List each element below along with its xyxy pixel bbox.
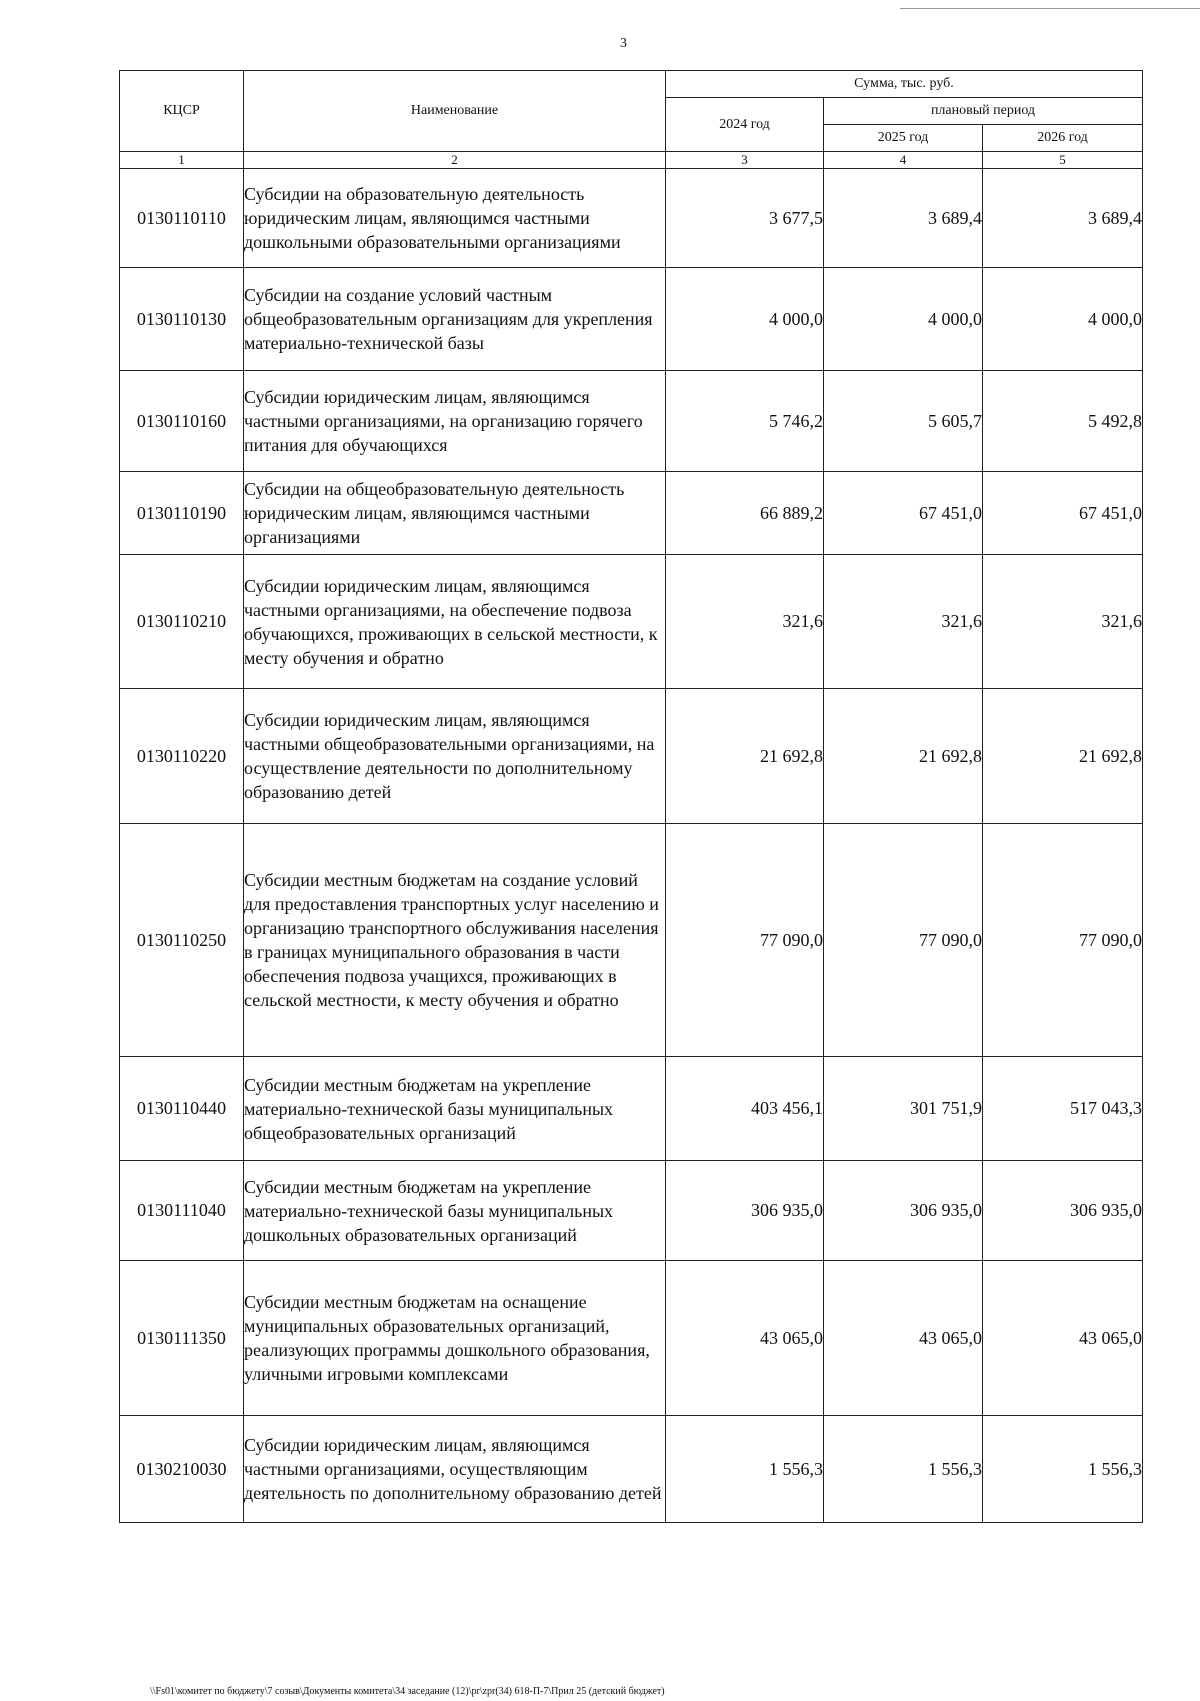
row-value-2026: 77 090,0 <box>983 824 1143 1057</box>
row-value-2024: 3 677,5 <box>666 169 824 268</box>
row-value-2024: 43 065,0 <box>666 1261 824 1416</box>
row-value-2025: 77 090,0 <box>824 824 983 1057</box>
table-row <box>120 268 1143 371</box>
row-value-2024: 403 456,1 <box>666 1057 824 1161</box>
header-year-2024: 2024 год <box>666 98 824 152</box>
row-value-2025: 5 605,7 <box>824 371 983 472</box>
row-name: Субсидии юридическим лицам, являющимся частными общеобразовательными организациями, на осуществление деятельности по дополнительному образованию детей <box>244 689 666 824</box>
row-name: Субсидии юридическим лицам, являющимся частными организациями, на обеспечение подвоза обучающихся, проживающих в сельской местности, к месту обучения и обратно <box>244 555 666 689</box>
row-value-2024: 21 692,8 <box>666 689 824 824</box>
row-value-2024: 4 000,0 <box>666 268 824 371</box>
row-name: Субсидии юридическим лицам, являющимся частными организациями, осуществляющим деятельность по дополнительному образованию детей <box>244 1416 666 1523</box>
page-number: 3 <box>620 36 627 51</box>
table-row <box>120 1057 1143 1161</box>
row-code: 0130110210 <box>120 555 244 689</box>
table-row <box>120 555 1143 689</box>
table-row <box>120 472 1143 555</box>
column-number: 3 <box>666 152 824 169</box>
row-value-2024: 5 746,2 <box>666 371 824 472</box>
budget-table <box>119 70 1143 1523</box>
row-code: 0130111350 <box>120 1261 244 1416</box>
header-year-2026: 2026 год <box>983 125 1143 152</box>
row-value-2026: 3 689,4 <box>983 169 1143 268</box>
header-name: Наименование <box>244 71 666 152</box>
row-value-2024: 77 090,0 <box>666 824 824 1057</box>
column-number: 2 <box>244 152 666 169</box>
row-code: 0130111040 <box>120 1161 244 1261</box>
column-number: 5 <box>983 152 1143 169</box>
row-code: 0130210030 <box>120 1416 244 1523</box>
row-name: Субсидии юридическим лицам, являющимся частными организациями, на организацию горячего питания для обучающихся <box>244 371 666 472</box>
table-row <box>120 1261 1143 1416</box>
row-value-2024: 66 889,2 <box>666 472 824 555</box>
row-name: Субсидии на создание условий частным общеобразовательным организациям для укрепления материально-технической базы <box>244 268 666 371</box>
row-name: Субсидии местным бюджетам на укрепление материально-технической базы муниципальных общеобразовательных организаций <box>244 1057 666 1161</box>
row-value-2026: 1 556,3 <box>983 1416 1143 1523</box>
row-value-2026: 306 935,0 <box>983 1161 1143 1261</box>
row-value-2025: 4 000,0 <box>824 268 983 371</box>
table-row <box>120 169 1143 268</box>
row-name: Субсидии на общеобразовательную деятельность юридическим лицам, являющимся частными организациями <box>244 472 666 555</box>
row-value-2024: 1 556,3 <box>666 1416 824 1523</box>
row-value-2026: 67 451,0 <box>983 472 1143 555</box>
column-number: 1 <box>120 152 244 169</box>
row-code: 0130110130 <box>120 268 244 371</box>
row-name: Субсидии местным бюджетам на оснащение муниципальных образовательных организаций, реализующих программы дошкольного образования, уличными игровыми комплексами <box>244 1261 666 1416</box>
row-value-2025: 306 935,0 <box>824 1161 983 1261</box>
row-code: 0130110160 <box>120 371 244 472</box>
file-path-footer: \\Fs01\комитет по бюджету\7 созыв\Документы комитета\34 заседание (12)\pr\zpr(34) 618-П-7\Прил 25 (детский бюджет) <box>150 1686 665 1697</box>
row-value-2026: 321,6 <box>983 555 1143 689</box>
row-value-2025: 67 451,0 <box>824 472 983 555</box>
row-value-2025: 301 751,9 <box>824 1057 983 1161</box>
row-value-2025: 43 065,0 <box>824 1261 983 1416</box>
top-rule <box>900 8 1200 9</box>
table-row <box>120 371 1143 472</box>
row-value-2026: 5 492,8 <box>983 371 1143 472</box>
row-code: 0130110110 <box>120 169 244 268</box>
row-name: Субсидии на образовательную деятельность юридическим лицам, являющимся частными дошкольными образовательными организациями <box>244 169 666 268</box>
row-value-2026: 43 065,0 <box>983 1261 1143 1416</box>
row-value-2026: 4 000,0 <box>983 268 1143 371</box>
row-name: Субсидии местным бюджетам на укрепление материально-технической базы муниципальных дошкольных образовательных организаций <box>244 1161 666 1261</box>
row-code: 0130110220 <box>120 689 244 824</box>
row-value-2025: 321,6 <box>824 555 983 689</box>
table-row <box>120 1161 1143 1261</box>
row-code: 0130110190 <box>120 472 244 555</box>
row-name: Субсидии местным бюджетам на создание условий для предоставления транспортных услуг населению и организацию транспортного обслуживания населения в границах муниципального образования в части обеспечения подвоза учащихся, проживающих в сельской местности, к месту обучения и обратно <box>244 824 666 1057</box>
table-row <box>120 1416 1143 1523</box>
header-year-2025: 2025 год <box>824 125 983 152</box>
row-value-2024: 306 935,0 <box>666 1161 824 1261</box>
row-value-2025: 1 556,3 <box>824 1416 983 1523</box>
row-value-2026: 517 043,3 <box>983 1057 1143 1161</box>
row-code: 0130110250 <box>120 824 244 1057</box>
header-sum: Сумма, тыс. руб. <box>666 71 1143 98</box>
table-row <box>120 689 1143 824</box>
table-row <box>120 824 1143 1057</box>
row-code: 0130110440 <box>120 1057 244 1161</box>
row-value-2025: 21 692,8 <box>824 689 983 824</box>
header-code: КЦСР <box>120 71 244 152</box>
header-planned-period: плановый период <box>824 98 1143 125</box>
column-number: 4 <box>824 152 983 169</box>
row-value-2026: 21 692,8 <box>983 689 1143 824</box>
row-value-2024: 321,6 <box>666 555 824 689</box>
row-value-2025: 3 689,4 <box>824 169 983 268</box>
